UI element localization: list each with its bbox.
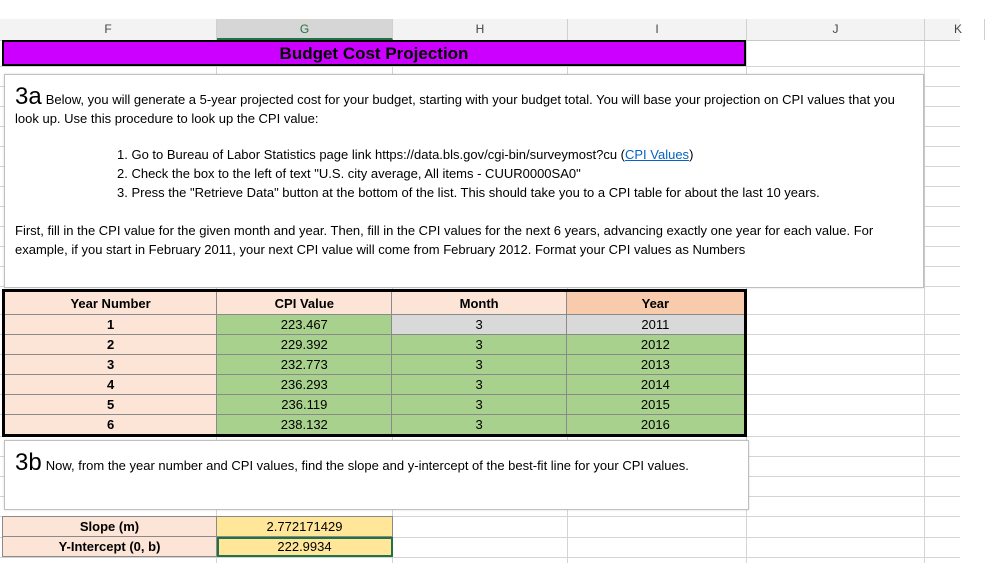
gridline [0,557,960,558]
year-cell[interactable]: 2012 [566,335,745,355]
section-label-3b: 3b [15,449,42,476]
month-cell[interactable]: 3 [392,315,566,335]
slope-value-cell[interactable]: 2.772171429 [217,517,393,537]
intro-text: Below, you will generate a 5-year projected cost for your budget, starting with your budget total. You will base your projection on CPI values that you look up. Use this procedure to look up the CPI value: [15,92,895,126]
year-cell[interactable]: 2015 [566,395,745,415]
header-cpi-value[interactable]: CPI Value [217,291,392,315]
table-row [4,355,746,375]
month-cell[interactable]: 3 [392,335,566,355]
year-cell[interactable]: 2014 [566,375,745,395]
table-row [4,415,746,436]
year-cell[interactable]: 2011 [566,315,745,335]
results-table [2,516,393,557]
column-header-g[interactable]: G [217,19,393,40]
column-header-h[interactable]: H [393,19,568,40]
section-label-3a: 3a [15,83,42,110]
month-cell[interactable]: 3 [392,415,566,436]
column-header-i[interactable]: I [568,19,747,40]
cpi-values-link[interactable]: CPI Values [624,147,690,162]
year-cell[interactable]: 2016 [566,415,745,436]
gridline [0,66,960,67]
cpi-value-cell[interactable]: 232.773 [217,355,392,375]
header-year-number[interactable]: Year Number [4,291,217,315]
title-banner[interactable] [2,40,746,66]
year-number-cell[interactable]: 6 [4,415,217,436]
instructions-3a-intro [15,85,913,128]
gridline [924,40,925,563]
header-month[interactable]: Month [392,291,566,315]
slope-row [3,517,393,537]
instructions-3b-text: Now, from the year number and CPI values, find the slope and y-intercept of the best-fit line for your CPI values. [45,458,689,473]
table-row [4,335,746,355]
step-1-end: ) [689,147,694,162]
intercept-label[interactable]: Y-Intercept (0, b) [3,537,217,557]
column-header-k[interactable]: K [925,19,985,40]
table-row [4,395,746,415]
column-header-f[interactable]: F [0,19,217,40]
step-1 [117,145,913,164]
cpi-value-cell[interactable]: 229.392 [217,335,392,355]
cpi-table [2,289,747,437]
instructions-3a-box[interactable] [4,74,924,288]
step-1-text: 1. Go to Bureau of Labor Statistics page link https://data.bls.gov/cgi-bin/surveymost?cu ( [117,147,625,162]
year-number-cell[interactable]: 3 [4,355,217,375]
year-number-cell[interactable]: 4 [4,375,217,395]
cpi-value-cell[interactable]: 236.119 [217,395,392,415]
instructions-paragraph: First, fill in the CPI value for the given month and year. Then, fill in the CPI values for the next 6 years, advancing exactly one year for each value. For example, if you start in February 2011, your next CPI value will come from February 2012. Format your CPI values as Numbers [15,223,874,257]
step-3: 3. Press the "Retrieve Data" button at the bottom of the list. This should take you to a CPI table for about the last 10 years. [117,185,820,200]
header-year[interactable]: Year [566,291,745,315]
intercept-value-cell[interactable]: 222.9934 [217,537,393,557]
step-2: 2. Check the box to the left of text "U.S. city average, All items - CUUR0000SA0" [117,166,581,181]
page-title: Budget Cost Projection [279,44,469,63]
cpi-value-cell[interactable]: 238.132 [217,415,392,436]
table-row [4,315,746,335]
table-row [4,375,746,395]
month-cell[interactable]: 3 [392,375,566,395]
year-number-cell[interactable]: 5 [4,395,217,415]
year-number-cell[interactable]: 2 [4,335,217,355]
instructions-3b-box[interactable] [4,440,749,510]
cpi-value-cell[interactable]: 223.467 [217,315,392,335]
cpi-value-cell[interactable]: 236.293 [217,375,392,395]
month-cell[interactable]: 3 [392,395,566,415]
slope-label[interactable]: Slope (m) [3,517,217,537]
steps-list [15,145,913,202]
column-header-bar [0,19,963,41]
column-header-j[interactable]: J [747,19,925,40]
month-cell[interactable]: 3 [392,355,566,375]
year-cell[interactable]: 2013 [566,355,745,375]
table-header-row [4,291,746,315]
intercept-row [3,537,393,557]
year-number-cell[interactable]: 1 [4,315,217,335]
